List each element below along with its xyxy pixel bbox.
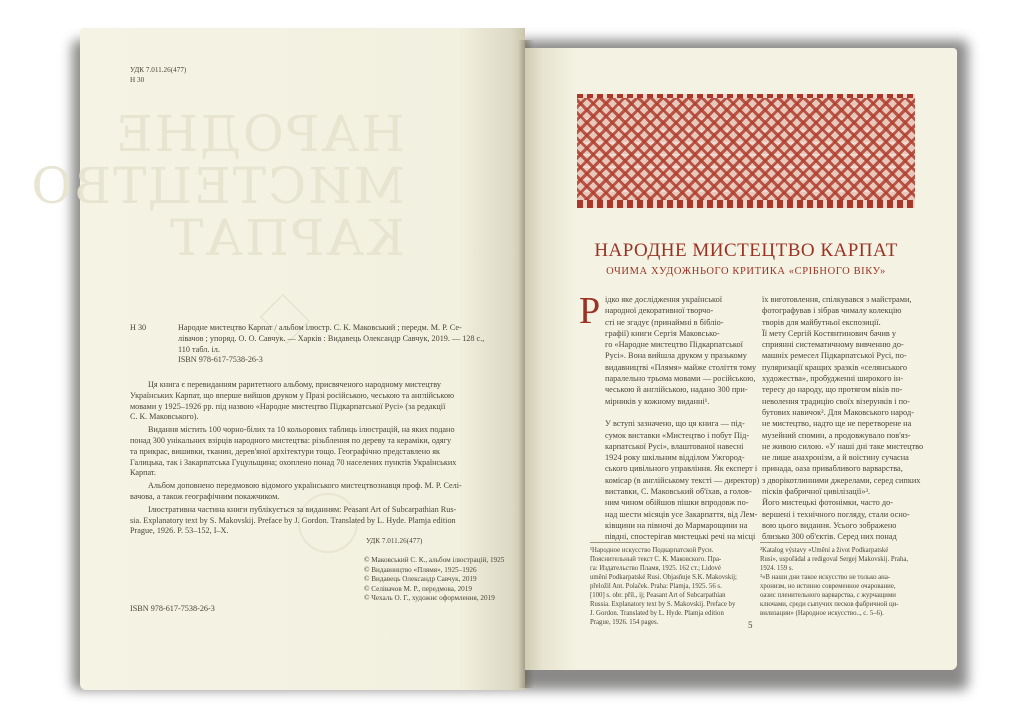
text-line: машніх ремесел Підкарпатської Русі, по- xyxy=(762,351,907,361)
text-line: виставки, С. Маковський об'їхав, а голов- xyxy=(605,487,752,497)
annotation-line: Ілюстративна частина книги публікується за виданням: Peasant Art of Subcarpathian Rus- xyxy=(148,504,457,514)
text-line: бутових навичок². Для Маковського народ- xyxy=(762,407,914,417)
text-line: з дворікотлинними джерелами, серед сипких xyxy=(762,475,921,485)
text-line: народної декоративної творчо- xyxy=(605,306,714,316)
annotation-line: Видання містить 100 чорно-білих та 10 кольорових таблиць ілюстрацій, на яких подано xyxy=(148,425,455,435)
text-line: їх виготовлення, спілкувався з майстрами, xyxy=(762,295,912,304)
text-column-right xyxy=(762,294,923,543)
text-line: J. Gordon. Translated by L. Hyde. Plamja edition xyxy=(590,610,724,617)
annotation-line: Ця книга є перевиданням раритетного альбому, присвяченого народному мистецтву xyxy=(148,380,441,389)
chapter-title: НАРОДНЕ МИСТЕЦТВО КАРПАТ xyxy=(594,240,898,261)
text-line: над шести місяців усе Закарпаття, від Лем- xyxy=(605,509,758,519)
copyright-line: © Маковський С. К., альбом ілюстрацій, 1925 xyxy=(364,556,505,564)
footnote-rule-right xyxy=(760,542,820,543)
copyright-line: © Видавництво «Плямя», 1925–1926 xyxy=(364,565,477,574)
text-line: мірників у кожному виданні¹. xyxy=(605,396,710,406)
text-line: вершені і технічного погляду, стали осно- xyxy=(762,509,910,519)
text-line: пуляризації кращих зразків «селянського xyxy=(762,362,908,372)
annotation-line: та прикрас, вишивки, тканин, дерев'яної архітектури тощо. Географічно представлено як xyxy=(130,446,440,456)
text-line: га: Издательство Пламя, 1925. 162 ст.; Lidové xyxy=(590,565,721,572)
text-line: Пояснительный текст С. К. Маковского. Пра- xyxy=(590,556,722,563)
annotation-line: вачова, а також географічним покажчиком. xyxy=(130,492,280,501)
text-line: Її мету Сергій Костянтинович бачив у xyxy=(762,328,897,338)
text-line: комісар (в англійському тексті — директор) xyxy=(605,475,760,485)
isbn-bottom: ISBN 978-617-7538-26-3 xyxy=(130,604,215,613)
text-line: [100] s. obr. příl., ij; Peasant Art of Subcarpathian xyxy=(590,592,726,599)
text-line: сумок виставки «Мистецтво і побут Під- xyxy=(605,430,750,440)
text-line: півдні, спостерігав мистецькі речі на місці xyxy=(605,532,756,542)
text-line: не лише анахронізм, а й воістину сучасна xyxy=(762,453,909,463)
annotation-line: Українських Карпат, що вперше вийшов друком у Празі російською, чеською та англійською xyxy=(130,390,455,400)
text-line: ського цивільного управління. Як експерт і xyxy=(605,464,758,474)
text-line xyxy=(605,407,759,418)
text-line: не мистецтво, надто ще не перетворене на xyxy=(762,419,912,429)
text-line: принада, оаза привабливого варварства, xyxy=(762,464,903,474)
text-line: вою цього видання. Усього зображено xyxy=(762,520,897,530)
catalog-line: 110 табл. іл. xyxy=(178,344,220,354)
annotation-line: Карпат. xyxy=(130,468,156,478)
annotation-line: Альбом доповнено передмовою відомого українського мистецтвознавця проф. М. Р. Селі- xyxy=(148,481,462,491)
text-line: Русі». Вона вийшла друком у празькому xyxy=(605,351,747,361)
copyright-line: © Селівачов М. Р., передмова, 2019 xyxy=(364,584,472,593)
library-mark-top: Н 30 xyxy=(130,76,145,84)
text-line: оазис пленительного варварства, с журчащими xyxy=(760,592,896,599)
text-line: пісків фабричної цивілізації»³. xyxy=(762,487,871,497)
text-line: хронизм, но истинно современное очарование, xyxy=(760,583,896,590)
text-line: музейний спомин, а продовжувало пов'яз- xyxy=(762,430,911,440)
text-line: ним чином обійшов пішки впродовж по- xyxy=(605,498,749,508)
drop-cap: Р xyxy=(579,290,601,332)
annotation-line: Галицька, так і Закарпатська Гуцульщина; охоплено понад 70 населених пунктів Українських xyxy=(130,457,457,467)
copyright-line: © Чехаль О. Г., художнє оформлення, 2019 xyxy=(364,594,495,603)
annotation-line: мовами у 1925–1926 рр. під назвою «Народне мистецтво Підкарпатської Русі» (за редакції xyxy=(130,401,446,411)
text-line: У вступі зазначено, що ця книга — під- xyxy=(605,419,745,429)
text-line: ¹Народное искусство Подкарпатской Руси. xyxy=(590,547,714,554)
annotation-line: Prague, 1926. P. 53–152, I–X. xyxy=(130,526,229,536)
text-line: видавництві «Плямя» майже століття тому xyxy=(605,362,757,372)
text-line: творів для майбутньої експозиції. xyxy=(762,317,881,327)
footnote-right xyxy=(760,546,908,618)
udk-code-top: УДК 7.011.26(477) xyxy=(130,66,187,74)
ornament-border-bottom xyxy=(577,200,915,208)
annotation-line: sia. Explanatory text by S. Makovskij. Preface by J. Gordon. Translated by L. Hyde. Plamja edition xyxy=(130,515,456,525)
chapter-subtitle: ОЧИМА ХУДОЖНЬОГО КРИТИКА «СРІБНОГО ВІКУ» xyxy=(606,266,886,277)
footnote-left xyxy=(590,546,737,627)
text-line: го «Народне мистецтво Підкарпатської xyxy=(605,340,743,350)
text-line: графії) книги Сергія Маковсько- xyxy=(605,328,720,338)
text-line: Prague, 1926. 154 pages. xyxy=(590,619,659,626)
catalog-line: лівачов ; упоряд. О. О. Савчук. — Харків : Видавець Олександр Савчук, 2019. — 128 с., xyxy=(178,333,485,343)
text-line: чеською й англійською, надано 300 при- xyxy=(605,385,748,395)
text-line: тересу до народу, що протягом віків по- xyxy=(762,385,903,395)
text-line: паралельно трьома мовами — російською, xyxy=(605,374,756,384)
annotation-line: С. К. Маковського). xyxy=(130,412,199,422)
catalog-line: Народне мистецтво Карпат / альбом ілюстр. С. К. Маковський ; передм. М. Р. Се- xyxy=(178,323,462,332)
text-line: сті не згадує (принаймні в бібліо- xyxy=(605,317,724,327)
text-line: Russia. Explanatory text by S. Makovskij. Preface by xyxy=(590,601,736,608)
text-line: художества», пробудженні широкого ін- xyxy=(762,374,904,384)
bleed-through-title: НАРОДНЕ МИСТЕЦТВО КАРПАТ xyxy=(29,105,405,267)
text-line: ³«В наши дни такое искусство не только ана- xyxy=(760,574,891,581)
text-line: ківщини на півночі до Мармарощини на xyxy=(605,520,748,530)
text-line: ключами, среди сыпучих песков фабричной ци- xyxy=(760,601,899,608)
catalog-mark: Н 30 xyxy=(130,323,147,332)
text-column-left xyxy=(605,294,759,543)
udk-code-bottom: УДК 7.011.26(477) xyxy=(366,537,423,545)
text-line: ²Katalog výstavy «Umění a život Podkarpatské xyxy=(760,547,889,554)
text-line: Rusi», uspořádal a redigoval Sergej Makovskij. Praha, xyxy=(760,556,909,563)
page-number: 5 xyxy=(748,620,753,630)
text-line: фотографував і зібрав чималу колекцію xyxy=(762,306,902,316)
text-line: вилизации» (Народное искусство.., с. 5–6). xyxy=(760,610,884,617)
text-line: не живою силою. «У наші дні таке мистецтво xyxy=(762,441,924,451)
annotation-line: понад 300 унікальних взірців народного мистецтва: різьблення по дереву та кераміки, одягу xyxy=(130,436,452,445)
text-line: ідко яке дослідження української xyxy=(605,295,723,304)
text-line: 1924 року шкільним відділом Ужгород- xyxy=(605,453,745,463)
text-line: přeložil Ant. Polaček. Praha: Plamja, 1925. 56 s. xyxy=(590,583,722,590)
footnote-rule-left xyxy=(590,542,650,543)
embroidery-ornament xyxy=(577,98,915,204)
text-line: близько 300 об'єктів. Серед них понад xyxy=(762,532,897,542)
text-line: карпатської Русі», влаштованої навесні xyxy=(605,441,744,451)
isbn-middle: ISBN 978-617-7538-26-3 xyxy=(178,355,263,364)
text-line: umění Podkarpatské Rusi. Objasňuje S.K. Makovskij; xyxy=(590,574,737,581)
text-line: 1924. 159 s. xyxy=(760,565,794,572)
text-line: неволення традицію своїх візерунків і по- xyxy=(762,396,910,406)
text-line: сприянні систематичному вивченню до- xyxy=(762,340,904,350)
copyright-line: © Видавець Олександр Савчук, 2019 xyxy=(364,575,477,584)
text-line: Його мистецькі фотонімки, часто до- xyxy=(762,498,893,508)
